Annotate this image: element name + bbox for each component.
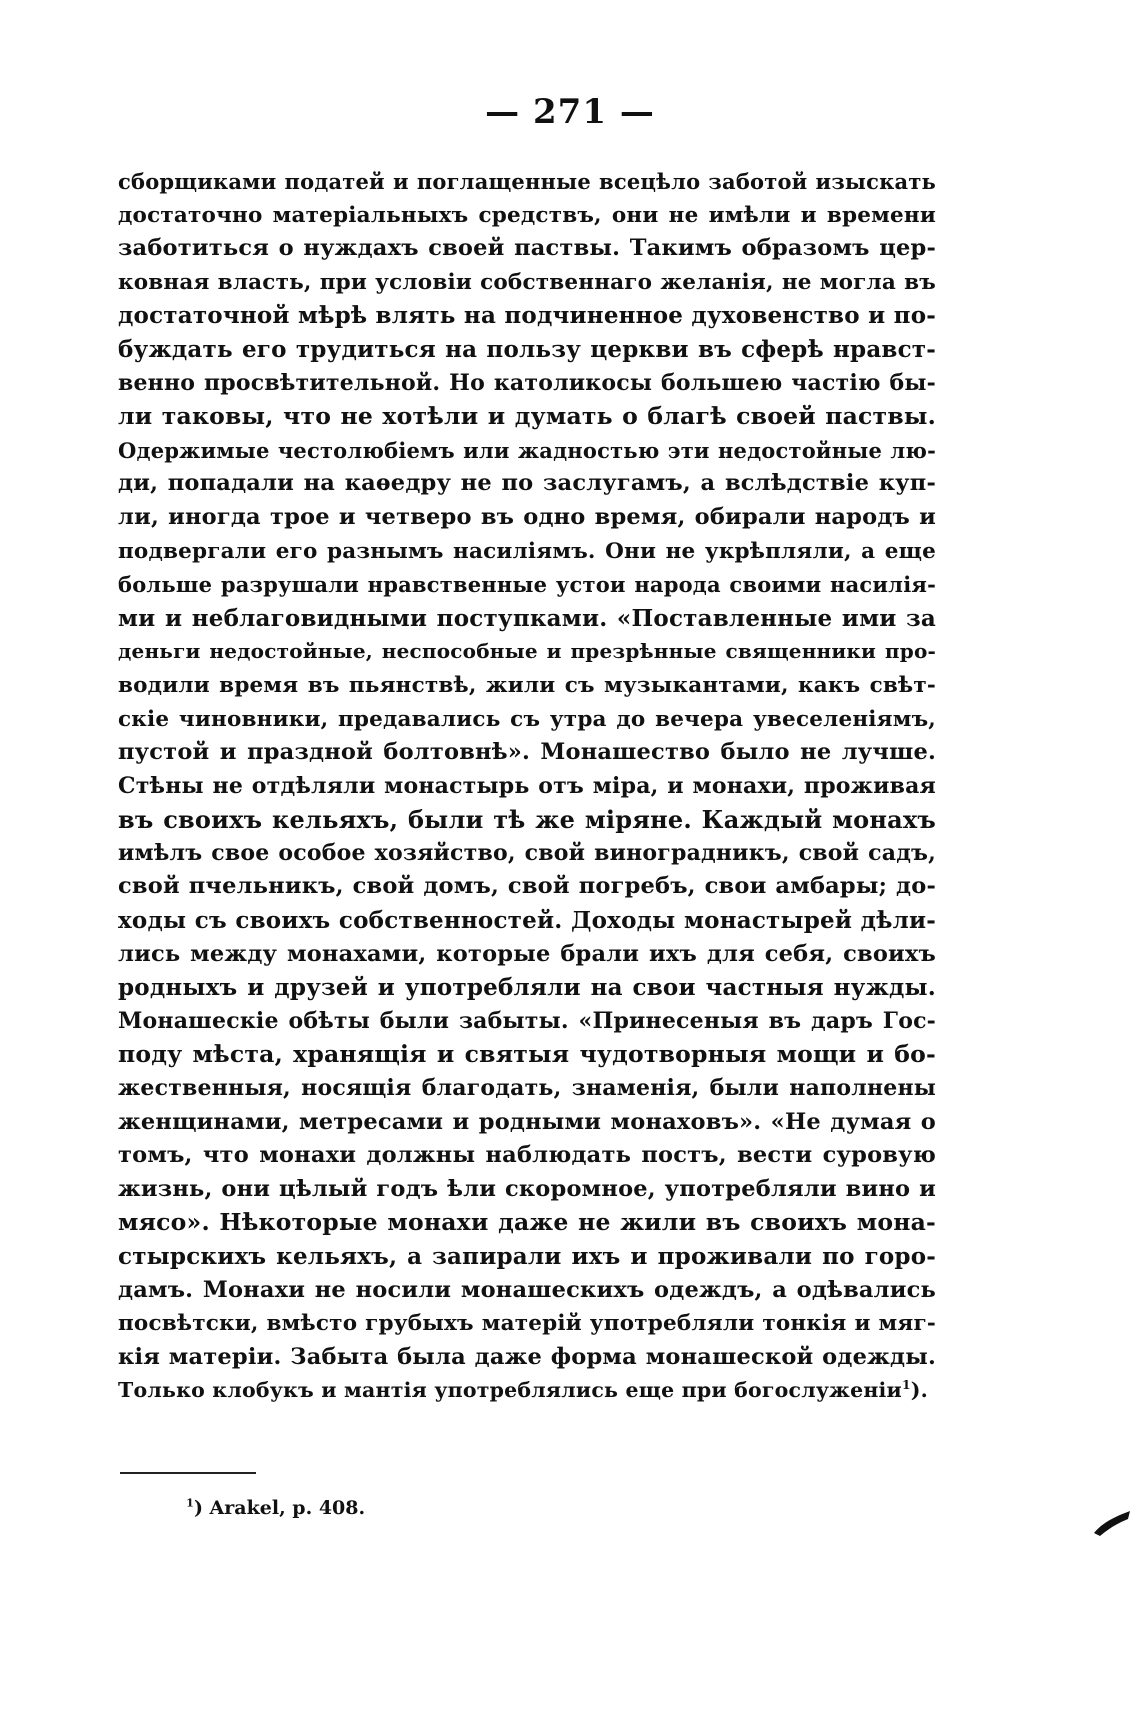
footnote-marker: 1 — [186, 1495, 194, 1510]
text-line — [118, 703, 936, 737]
text-line — [118, 635, 936, 669]
text-line-content: лись между монахами, которые брали ихъ для себя, своихъ — [118, 940, 936, 967]
text-line-content: ди, попадали на каѳедру не по заслугамъ, а вслѣдствіе куп- — [118, 470, 936, 497]
text-line-content: мясо». Нѣкоторые монахи даже не жили въ своихъ мона- — [118, 1208, 936, 1237]
text-line-content: ковная власть, при условіи собственнаго желанія, не могла въ — [118, 269, 936, 295]
footnote-text: ) Arakel, p. 408. — [193, 1497, 366, 1519]
text-line — [118, 1173, 936, 1207]
text-line — [118, 938, 936, 972]
footnote-ref: 1 — [901, 1377, 911, 1393]
text-line — [118, 1274, 936, 1308]
text-line-content: томъ, что монахи должны наблюдать постъ, вести суровую — [118, 1142, 936, 1169]
text-line-content: пустой и праздной болтовнѣ». Монашество было не лучше. — [118, 739, 936, 766]
text-line — [118, 870, 936, 904]
text-line — [118, 367, 936, 401]
footnote-rule — [120, 1472, 256, 1474]
text-line — [118, 266, 936, 300]
text-line — [118, 669, 936, 703]
text-line-content: ходы съ своихъ собственностей. Доходы монастырей дѣли- — [118, 907, 936, 935]
text-line-content: водили время въ пьянствѣ, жили съ музыкантами, какъ свѣт- — [118, 672, 936, 698]
text-line-content: родныхъ и друзей и употребляли на свои частныя нужды. — [118, 974, 936, 1002]
text-line — [118, 1341, 936, 1375]
text-line-content: свой пчельникъ, свой домъ, свой погребъ, свои амбары; до- — [118, 873, 936, 900]
text-line-content: ли таковы, что не хотѣли и думать о благѣ своей паствы. — [118, 402, 936, 431]
text-line-content: подвергали его разнымъ насиліямъ. Они не укрѣпляли, а еще — [118, 538, 936, 564]
text-line-content: Монашескіе обѣты были забыты. «Принесеныя въ даръ Гос- — [118, 1007, 936, 1034]
footnote — [186, 1497, 365, 1519]
text-line-content: венно просвѣтительной. Но католикосы большею частію бы- — [118, 369, 936, 396]
text-line-content: Стѣны не отдѣляли монастырь отъ міра, и монахи, проживая — [118, 772, 936, 799]
text-line — [118, 535, 936, 569]
text-line — [118, 1240, 936, 1274]
text-line-content: больше разрушали нравственные устои народа своими насилія- — [118, 572, 936, 598]
text-line-content: сборщиками податей и поглащенные всецѣло заботой изыскать — [118, 169, 936, 194]
text-line — [118, 400, 936, 434]
text-line — [118, 803, 936, 837]
text-line-content: въ своихъ кельяхъ, были тѣ же міряне. Каждый монахъ — [118, 805, 936, 835]
text-line-content: кія матеріи. Забыта была даже форма монашеской одежды. — [118, 1343, 936, 1370]
text-line — [118, 501, 936, 535]
text-line-content: имѣлъ свое особое хозяйство, свой виноградникъ, свой садъ, — [118, 839, 936, 866]
text-line — [118, 299, 936, 333]
text-line-content: поду мѣста, хранящія и святыя чудотворныя мощи и бо- — [118, 1040, 936, 1069]
text-line-content: жественныя, носящія благодать, знаменія, были наполнены — [118, 1075, 936, 1102]
text-line-content: ми и неблаговидными поступками. «Поставленные ими за — [118, 604, 936, 632]
body-text — [118, 165, 936, 1408]
text-line — [118, 837, 936, 871]
text-line — [118, 736, 936, 770]
text-line-tail: ). — [910, 1378, 928, 1403]
text-line — [118, 1038, 936, 1072]
text-line — [118, 904, 936, 938]
text-line — [118, 1005, 936, 1039]
text-line-content: дамъ. Монахи не носили монашескихъ одеждъ, а одѣвались — [118, 1276, 936, 1303]
text-line-content: скіе чиновники, предавались съ утра до вечера увеселеніямъ, — [118, 706, 936, 732]
text-line-content: достаточной мѣрѣ влять на подчиненное духовенство и по- — [118, 302, 936, 330]
text-line-content: Одержимые честолюбіемъ или жадностью эти недостойные лю- — [118, 437, 936, 463]
text-line — [118, 1374, 936, 1408]
page-number: — 271 — — [485, 92, 655, 132]
text-line — [118, 1072, 936, 1106]
margin-ink-mark — [1092, 1509, 1132, 1537]
text-line — [118, 971, 936, 1005]
text-line — [118, 1106, 936, 1140]
text-line — [118, 467, 936, 501]
text-line — [118, 199, 936, 233]
text-line-content: заботиться о нуждахъ своей паствы. Такимъ образомъ цер- — [118, 235, 936, 262]
text-line-content: жизнь, они цѣлый годъ ѣли скоромное, употребляли вино и — [118, 1175, 936, 1202]
text-line — [118, 1139, 936, 1173]
text-line — [118, 602, 936, 636]
text-line-content: женщинами, метресами и родными монаховъ». «Не думая о — [118, 1108, 936, 1135]
text-line-content: стырскихъ кельяхъ, а запирали ихъ и проживали по горо- — [118, 1243, 936, 1270]
text-line — [118, 165, 936, 199]
text-line — [118, 333, 936, 367]
text-line — [118, 770, 936, 804]
text-line — [118, 568, 936, 602]
text-line — [118, 1206, 936, 1240]
text-line-content: ли, иногда трое и четверо въ одно время, обирали народъ и — [118, 503, 936, 530]
text-line-content: достаточно матеріальныхъ средствъ, они не имѣли и времени — [118, 202, 936, 228]
text-line-content: деньги недостойные, неспособные и презрѣнные священники про- — [118, 639, 936, 664]
text-line — [118, 434, 936, 468]
text-line — [118, 232, 936, 266]
text-line-content: посвѣтски, вмѣсто грубыхъ матерій употребляли тонкія и мяг- — [118, 1311, 936, 1337]
text-line-content: буждать его трудиться на пользу церкви въ сферѣ нравст- — [118, 335, 936, 363]
text-line-content: Только клобукъ и мантія употреблялись еще при богослуженіи — [118, 1378, 902, 1403]
text-line — [118, 1307, 936, 1341]
